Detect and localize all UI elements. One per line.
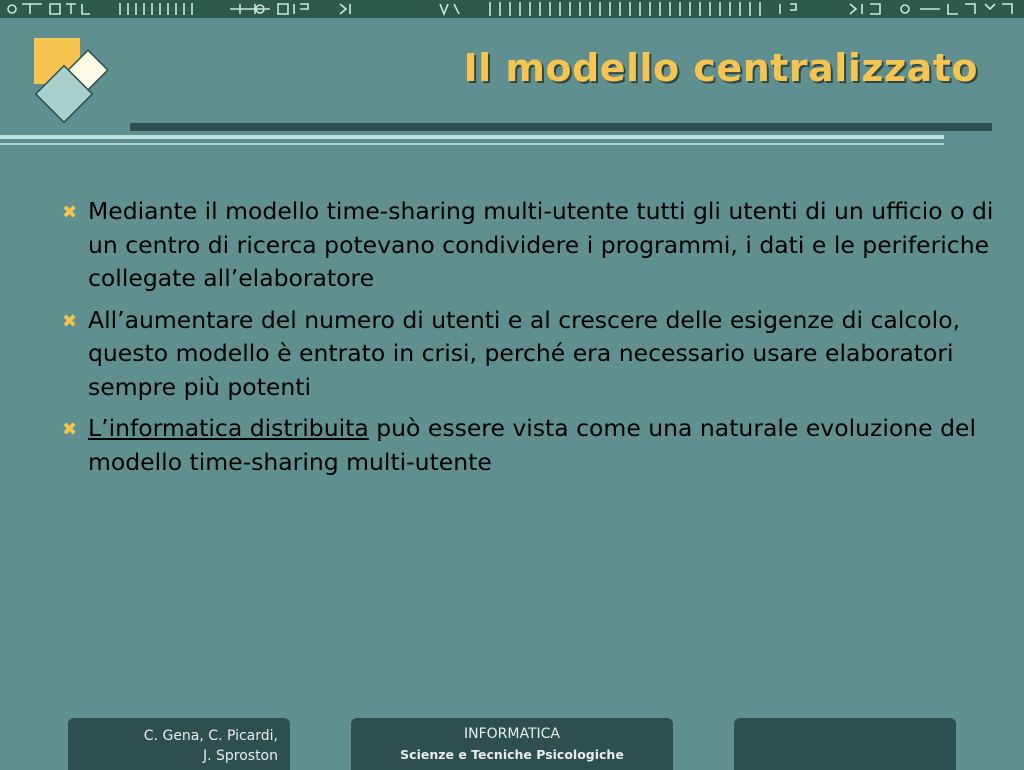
bullet-text: All’aumentare del numero di utenti e al crescere delle esigenze di calcolo, questo modello è entrato in crisi, perché era necessario usare elaboratori sempre più potenti (88, 305, 961, 401)
cross-bullet-icon: ✖ (62, 310, 78, 332)
logo (30, 34, 120, 126)
footer-page-box (734, 718, 956, 770)
cross-bullet-icon: ✖ (62, 202, 78, 223)
bullet-text: può essere vista come una naturale evoluzione del modello time-sharing multi-utente (88, 414, 976, 476)
footer-course-box (351, 718, 673, 770)
footer-authors-line1: C. Gena, C. Picardi, (143, 728, 278, 744)
diamond-squares-logo-icon (30, 34, 120, 126)
footer-authors-box (68, 718, 290, 770)
title-rule-thin (0, 143, 944, 145)
title-rule-dark (130, 123, 992, 131)
circuit-decoration-band (0, 0, 1024, 18)
footer-authors-line2: J. Sproston (202, 748, 278, 764)
slide-title: Il modello centralizzato (463, 46, 978, 90)
bullet-list (62, 195, 1002, 487)
title-rule-light (0, 135, 944, 139)
bullet-item (62, 195, 1002, 296)
bullet-item (62, 412, 1002, 479)
footer-course-title: INFORMATICA (463, 726, 560, 742)
bullet-item (62, 304, 1002, 405)
circuit-pattern-icon (0, 0, 1024, 18)
bullet-text: Mediante il modello time-sharing multi-utente tutti gli utenti di un ufficio o di un centro di ricerca potevano condividere i programmi, i dati e le periferiche collegate all’elaboratore (88, 197, 994, 292)
distributed-computing-link[interactable]: L’informatica distribuita (88, 414, 369, 442)
cross-bullet-icon: ✖ (62, 419, 78, 440)
footer-authors (144, 726, 278, 766)
footer-course-subtitle: Scienze e Tecniche Psicologiche (400, 747, 624, 762)
